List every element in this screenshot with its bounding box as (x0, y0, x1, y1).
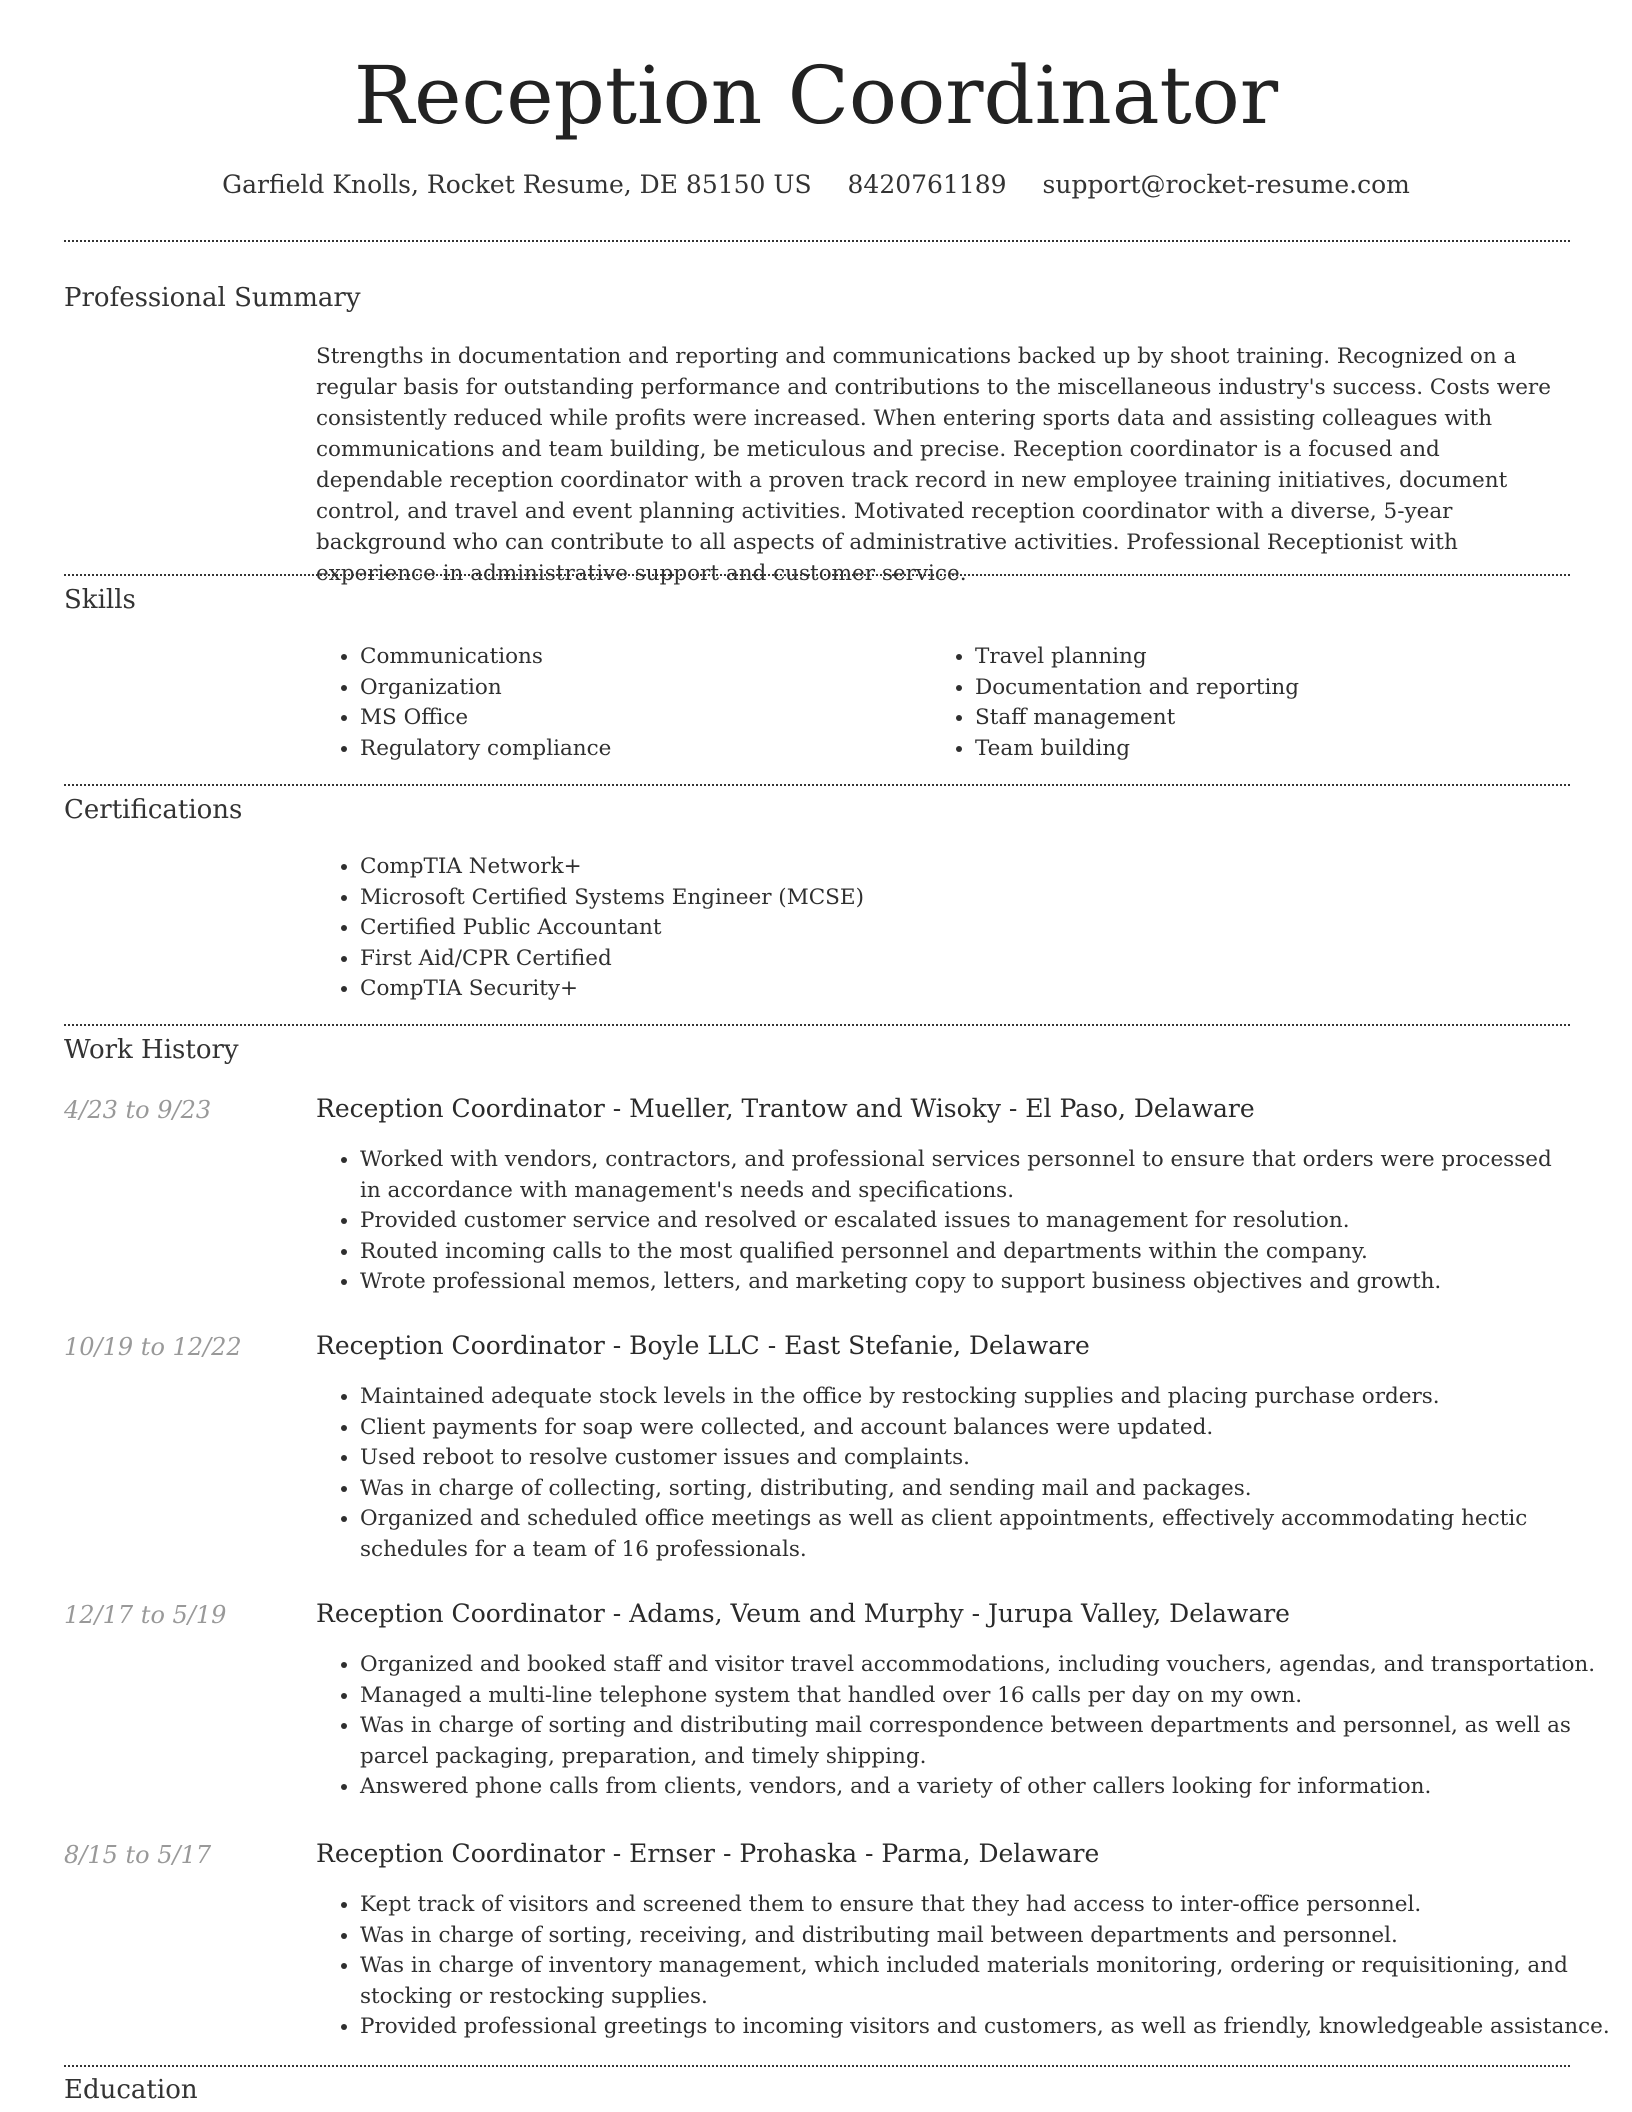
divider (64, 784, 1570, 786)
job-bullet: • Provided customer service and resolved or escalated issues to management for resolution. (360, 1206, 1570, 1237)
certifications-list (316, 852, 1560, 1005)
contact-address: Garfield Knolls, Rocket Resume, DE 85150 US (222, 170, 812, 199)
divider (64, 574, 1570, 576)
job-title: Reception Coordinator - Adams, Veum and Murphy - Jurupa Valley, Delaware (316, 1599, 1290, 1628)
divider (64, 1024, 1570, 1026)
job-bullet: • Kept track of visitors and screened them to ensure that they had access to inter-office personnel. (360, 1890, 1614, 1921)
skills-list-right (931, 642, 1575, 764)
job-title: Reception Coordinator - Ernser - Prohaska - Parma, Delaware (316, 1839, 1100, 1868)
skill-item: • Organization (360, 673, 920, 704)
job-bullet: • Was in charge of inventory management, which included materials monitoring, ordering or requisitioning, and stocking or restocking supplies. (360, 1951, 1614, 2012)
job-bullets (316, 1145, 1570, 1298)
job-bullet: • Was in charge of sorting, receiving, and distributing mail between departments and personnel. (360, 1921, 1614, 1952)
divider (64, 2065, 1570, 2067)
job-dates: 8/15 to 5/17 (64, 1841, 212, 1869)
divider (64, 240, 1570, 242)
section-heading-certifications: Certifications (64, 795, 243, 825)
job-bullet: • Maintained adequate stock levels in the office by restocking supplies and placing purchase orders. (360, 1382, 1614, 1413)
skill-item: • Staff management (975, 703, 1575, 734)
job-bullets (316, 1382, 1614, 1565)
contact-line (0, 170, 1632, 199)
contact-email[interactable]: support@rocket-resume.com (1042, 170, 1410, 199)
job-bullets (316, 1650, 1614, 1803)
job-dates: 10/19 to 12/22 (64, 1333, 242, 1361)
job-bullet: • Provided professional greetings to incoming visitors and customers, as well as friendly, knowledgeable assistance. (360, 2012, 1614, 2043)
skill-item: • Regulatory compliance (360, 734, 920, 765)
section-heading-education: Education (64, 2075, 198, 2105)
skills-list-left (316, 642, 920, 764)
job-bullet: • Organized and scheduled office meetings as well as client appointments, effectively accommodating hectic schedules for a team of 16 professionals. (360, 1504, 1614, 1565)
job-bullet: • Wrote professional memos, letters, and marketing copy to support business objectives and growth. (360, 1267, 1570, 1298)
certification-item: • CompTIA Security+ (360, 974, 1560, 1005)
job-bullet: • Worked with vendors, contractors, and professional services personnel to ensure that orders were processed in accordance with management's needs and specifications. (360, 1145, 1570, 1206)
section-heading-skills: Skills (64, 585, 136, 615)
skill-item: • Team building (975, 734, 1575, 765)
resume-title: Reception Coordinator (353, 49, 1279, 142)
certification-item: • Certified Public Accountant (360, 913, 1560, 944)
skill-item: • Documentation and reporting (975, 673, 1575, 704)
certification-item: • Microsoft Certified Systems Engineer (MCSE) (360, 883, 1560, 914)
job-dates: 12/17 to 5/19 (64, 1601, 227, 1629)
section-heading-summary: Professional Summary (64, 283, 361, 313)
skill-item: • MS Office (360, 703, 920, 734)
contact-phone[interactable]: 8420761189 (847, 170, 1007, 199)
certification-item: • First Aid/CPR Certified (360, 944, 1560, 975)
job-bullet: • Routed incoming calls to the most qualified personnel and departments within the company. (360, 1237, 1570, 1268)
certification-item: • CompTIA Network+ (360, 852, 1560, 883)
job-bullet: • Was in charge of collecting, sorting, distributing, and sending mail and packages. (360, 1474, 1614, 1505)
job-bullet: • Used reboot to resolve customer issues and complaints. (360, 1443, 1614, 1474)
job-dates: 4/23 to 9/23 (64, 1096, 212, 1124)
job-bullet: • Managed a multi-line telephone system that handled over 16 calls per day on my own. (360, 1681, 1614, 1712)
job-bullets (316, 1890, 1614, 2043)
job-bullet: • Answered phone calls from clients, vendors, and a variety of other callers looking for information. (360, 1772, 1614, 1803)
job-bullet: • Client payments for soap were collected, and account balances were updated. (360, 1413, 1614, 1444)
summary-text: Strengths in documentation and reporting and communications backed up by shoot training. Recognized on a regular basis for outstanding performance and contributions to the miscellaneous industry's success. Costs were consistently reduced while profits were increased. When entering sports data and assisting colleagues with communications and team building, be meticulous and precise. Reception coordinator is a focused and dependable reception coordinator with a proven track record in new employee training initiatives, document control, and travel and event planning activities. Motivated reception coordinator with a diverse, 5-year background who can contribute to all aspects of administrative activities. Professional Receptionist with experience in administrative support and customer service. (316, 344, 1551, 586)
skill-item: • Travel planning (975, 642, 1575, 673)
section-heading-work-history: Work History (64, 1035, 239, 1065)
job-title: Reception Coordinator - Boyle LLC - East Stefanie, Delaware (316, 1331, 1090, 1360)
job-bullet: • Organized and booked staff and visitor travel accommodations, including vouchers, agendas, and transportation. (360, 1650, 1614, 1681)
job-title: Reception Coordinator - Mueller, Trantow and Wisoky - El Paso, Delaware (316, 1094, 1255, 1123)
job-bullet: • Was in charge of sorting and distributing mail correspondence between departments and personnel, as well as parcel packaging, preparation, and timely shipping. (360, 1711, 1614, 1772)
skill-item: • Communications (360, 642, 920, 673)
